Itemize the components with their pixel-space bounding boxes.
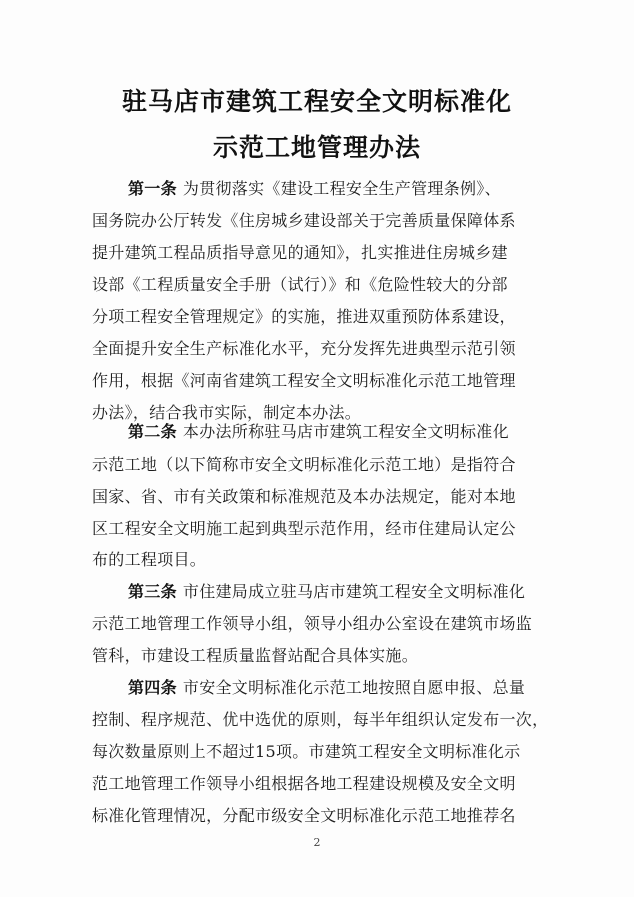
article-4-line-4: 范工地管理工作领导小组根据各地工程建设规模及安全文明 bbox=[92, 774, 516, 793]
article-4-heading: 第四条 bbox=[128, 678, 177, 697]
article-1-line-8: 办法》，结合我市实际，制定本办法。 bbox=[92, 403, 362, 422]
article-2-heading: 第二条 bbox=[128, 422, 177, 441]
page-number: 2 bbox=[313, 836, 321, 849]
article-2-line-5: 布的工程项目。 bbox=[92, 550, 207, 569]
article-4-line-3: 每次数量原则上不超过15项。市建筑工程安全文明标准化示 bbox=[92, 742, 521, 761]
article-2-line-1 bbox=[128, 422, 509, 442]
article-4-text: 市安全文明标准化示范工地按照自愿申报、总量 bbox=[182, 678, 526, 697]
article-1-line-5: 分项工程安全管理规定》的实施，推进双重预防体系建设， bbox=[92, 307, 516, 326]
article-3-line-1 bbox=[128, 582, 525, 602]
article-1-line-3: 提升建筑工程品质指导意见的通知》，扎实推进住房城乡建 bbox=[92, 243, 508, 262]
article-3-line-3: 管科，市建设工程质量监督站配合具体实施。 bbox=[92, 646, 419, 665]
article-1-heading: 第一条 bbox=[128, 179, 177, 198]
article-2-line-2: 示范工地（以下简称市安全文明标准化示范工地）是指符合 bbox=[92, 455, 516, 474]
article-3-text: 市住建局成立驻马店市建筑工程安全文明标准化 bbox=[182, 582, 526, 601]
article-4-line-1 bbox=[128, 678, 525, 698]
document-title-line-2: 示范工地管理办法 bbox=[212, 133, 421, 162]
article-1-line-1 bbox=[128, 179, 501, 199]
article-2-line-3: 国家、省、市有关政策和标准规范及本办法规定，能对本地 bbox=[92, 487, 516, 506]
article-1-line-2: 国务院办公厅转发《住房城乡建设部关于完善质量保障体系 bbox=[92, 211, 516, 230]
article-4-line-2: 控制、程序规范、优中选优的原则，每半年组织认定发布一次， bbox=[92, 710, 549, 729]
article-1-line-6: 全面提升安全生产标准化水平，充分发挥先进典型示范引领 bbox=[92, 339, 516, 358]
article-3-heading: 第三条 bbox=[128, 582, 177, 601]
article-3-line-2: 示范工地管理工作领导小组，领导小组办公室设在建筑市场监 bbox=[92, 614, 533, 633]
document-title-line-1: 驻马店市建筑工程安全文明标准化 bbox=[121, 87, 512, 116]
article-2-line-4: 区工程安全文明施工起到典型示范作用，经市住建局认定公 bbox=[92, 519, 516, 538]
article-1-text: 为贯彻落实《建设工程安全生产管理条例》、 bbox=[182, 179, 501, 198]
article-1-line-7: 作用，根据《河南省建筑工程安全文明标准化示范工地管理 bbox=[92, 371, 516, 390]
article-2-text: 本办法所称驻马店市建筑工程安全文明标准化 bbox=[182, 422, 509, 441]
article-4-line-5: 标准化管理情况，分配市级安全文明标准化示范工地推荐名 bbox=[92, 806, 516, 825]
article-1-line-4: 设部《工程质量安全手册（试行）》和《危险性较大的分部 bbox=[92, 275, 508, 294]
